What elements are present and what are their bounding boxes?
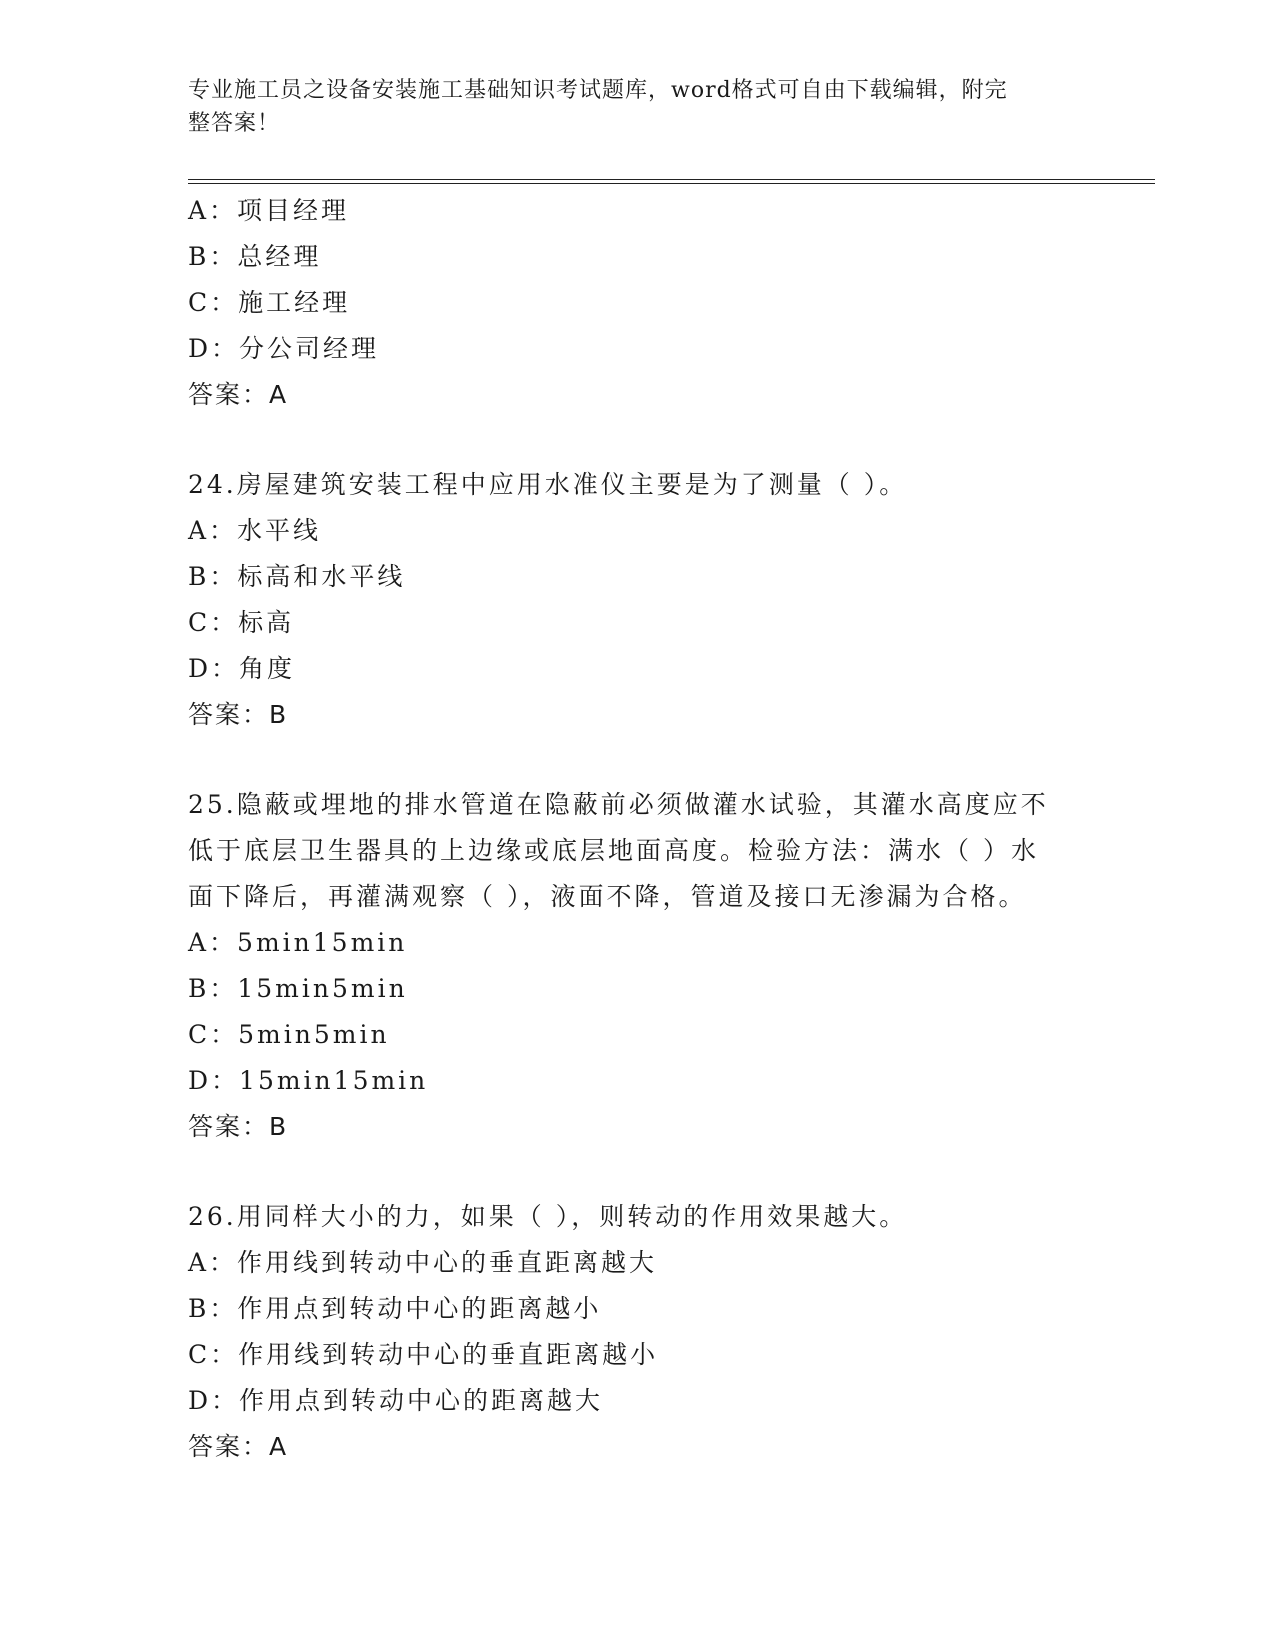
option-b: B：15min5min bbox=[188, 974, 408, 1003]
option-c: C：标高 bbox=[188, 608, 295, 637]
question-text-line: 面下降后，再灌满观察（ ），液面不降，管道及接口无渗漏为合格。 bbox=[188, 882, 1027, 911]
answer: 答案：B bbox=[188, 1112, 289, 1141]
option-d: D：角度 bbox=[188, 654, 296, 683]
question-spacer bbox=[188, 738, 1088, 782]
header-divider-top bbox=[188, 179, 1155, 180]
option-b: B：作用点到转动中心的距离越小 bbox=[188, 1294, 602, 1323]
option-a: A：水平线 bbox=[188, 516, 322, 545]
option-c: C：施工经理 bbox=[188, 288, 351, 317]
question-25 bbox=[188, 782, 1088, 1150]
question-list bbox=[188, 188, 1088, 1470]
option-a: A：项目经理 bbox=[188, 196, 350, 225]
header-line-2: 整答案！ bbox=[188, 111, 281, 136]
option-d: D：15min15min bbox=[188, 1066, 429, 1095]
answer: 答案：B bbox=[188, 700, 289, 729]
option-d: D：分公司经理 bbox=[188, 334, 380, 363]
question-24 bbox=[188, 462, 1088, 738]
question-26 bbox=[188, 1194, 1088, 1470]
question-spacer bbox=[188, 418, 1088, 462]
question-spacer bbox=[188, 1150, 1088, 1194]
question-23 bbox=[188, 188, 1088, 418]
option-b: B：总经理 bbox=[188, 242, 322, 271]
option-a: A：5min15min bbox=[188, 928, 408, 957]
answer: 答案：A bbox=[188, 1432, 289, 1461]
question-text: 24.房屋建筑安装工程中应用水准仪主要是为了测量（ ）。 bbox=[188, 470, 908, 499]
header-line-1: 专业施工员之设备安装施工基础知识考试题库，word格式可自由下载编辑，附完 bbox=[188, 78, 1008, 103]
option-b: B：标高和水平线 bbox=[188, 562, 406, 591]
option-c: C：作用线到转动中心的垂直距离越小 bbox=[188, 1340, 659, 1369]
header-divider-bottom bbox=[188, 183, 1155, 184]
option-d: D：作用点到转动中心的距离越大 bbox=[188, 1386, 604, 1415]
document-header bbox=[188, 74, 1068, 140]
option-a: A：作用线到转动中心的垂直距离越大 bbox=[188, 1248, 658, 1277]
answer: 答案：A bbox=[188, 380, 289, 409]
option-c: C：5min5min bbox=[188, 1020, 390, 1049]
question-text-line: 低于底层卫生器具的上边缘或底层地面高度。检验方法：满水（ ）水 bbox=[188, 836, 1039, 865]
question-text-line: 25.隐蔽或埋地的排水管道在隐蔽前必须做灌水试验，其灌水高度应不 bbox=[188, 790, 1049, 819]
question-text: 26.用同样大小的力，如果（ ），则转动的作用效果越大。 bbox=[188, 1202, 908, 1231]
